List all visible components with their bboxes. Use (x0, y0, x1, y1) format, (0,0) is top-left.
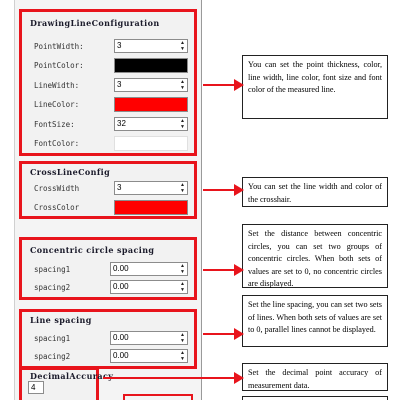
decimal-accuracy-value: 4 (31, 383, 36, 392)
spin-up-icon[interactable]: ▲ (180, 332, 185, 338)
line-spacing1-label: spacing1 (34, 334, 71, 343)
circle-spacing2-value: 0.00 (113, 282, 129, 291)
cross-width-value: 3 (117, 183, 122, 192)
spin-down-icon[interactable]: ▼ (180, 338, 185, 344)
line-spacing1-value: 0.00 (113, 333, 129, 342)
line-color-label: LineColor: (34, 100, 80, 109)
spin-up-icon[interactable]: ▲ (180, 182, 185, 188)
spin-down-icon[interactable]: ▼ (180, 287, 185, 293)
spin-down-icon[interactable]: ▼ (180, 85, 185, 91)
spin-up-icon[interactable]: ▲ (180, 263, 185, 269)
point-color-label: PointColor: (34, 61, 84, 70)
cross-callout-text: You can set the line width and color of the crosshair. (248, 182, 382, 204)
cross-width-label: CrossWidth (34, 184, 80, 193)
line-spacing2-label: spacing2 (34, 352, 71, 361)
spin-up-icon[interactable]: ▲ (180, 281, 185, 287)
spin-up-icon[interactable]: ▲ (180, 350, 185, 356)
drawing-callout-text: You can set the point thickness, color, line width, line color, font size and font color of the measured line. (248, 60, 382, 94)
decimal-accuracy-title: DecimalAccuracy (30, 371, 114, 381)
font-size-label: FontSize: (34, 120, 75, 129)
cross-line-config-title: CrossLineConfig (30, 167, 111, 177)
spin-down-icon[interactable]: ▼ (180, 124, 185, 130)
point-width-label: PointWidth: (34, 42, 84, 51)
partial-checkbox-highlight (124, 395, 192, 400)
circle-spacing1-label: spacing1 (34, 265, 71, 274)
spin-up-icon[interactable]: ▲ (180, 79, 185, 85)
decimal-callout-text: Set the decimal point accuracy of measurement data. (248, 368, 382, 390)
spin-up-icon[interactable]: ▲ (180, 40, 185, 46)
line-spacing-title: Line spacing (30, 315, 92, 325)
line-width-value: 3 (117, 80, 122, 89)
drawing-line-config-title: DrawingLineConfiguration (30, 18, 160, 28)
point-width-value: 3 (117, 41, 122, 50)
concentric-circle-title: Concentric circle spacing (30, 245, 155, 255)
spin-down-icon[interactable]: ▼ (180, 46, 185, 52)
circle-spacing1-value: 0.00 (113, 264, 129, 273)
spin-down-icon[interactable]: ▼ (180, 188, 185, 194)
spin-down-icon[interactable]: ▼ (180, 356, 185, 362)
spin-down-icon[interactable]: ▼ (180, 269, 185, 275)
spin-up-icon[interactable]: ▲ (180, 118, 185, 124)
line-width-label: LineWidth: (34, 81, 80, 90)
line-spacing2-value: 0.00 (113, 351, 129, 360)
circle-callout-text: Set the distance between concentric circles, you can set two groups of concentric circles. When both sets of values are set to 0, no concentric circles are displayed. (248, 229, 382, 288)
line-callout-text: Set the line spacing, you can set two sets of lines. When both sets of values are set to 0, parallel lines cannot be displayed. (248, 300, 382, 334)
circle-spacing2-label: spacing2 (34, 283, 71, 292)
font-color-label: FontColor: (34, 139, 80, 148)
font-size-value: 32 (117, 119, 126, 128)
cross-color-label: CrossColor (34, 203, 80, 212)
